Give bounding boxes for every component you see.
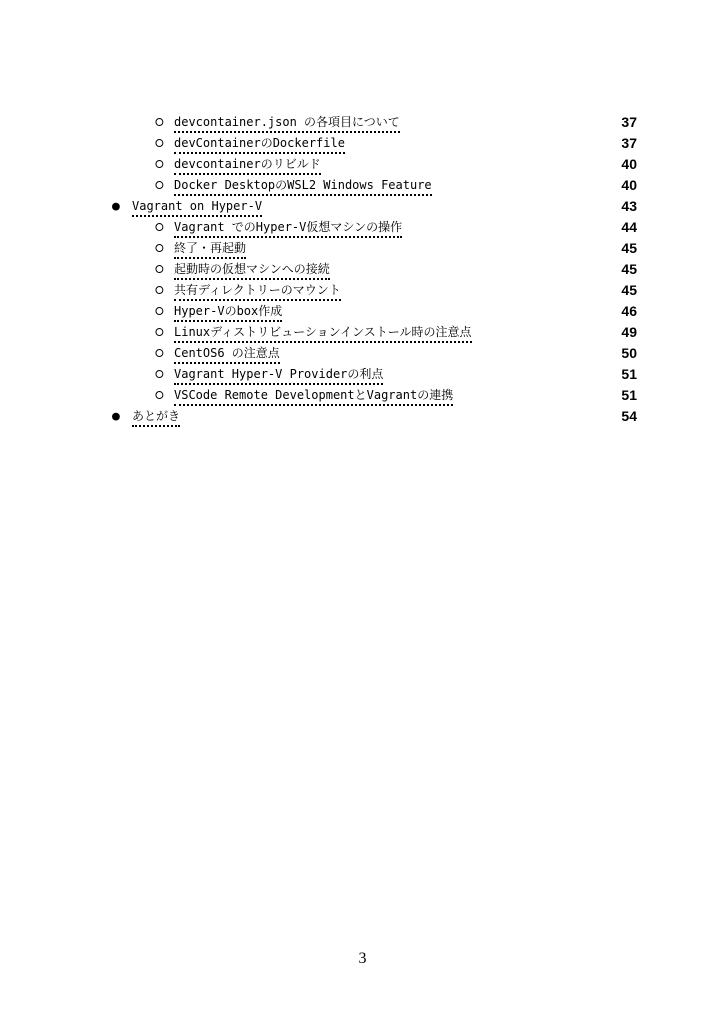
toc-entry-page: 40 [621,156,637,172]
toc-entry-link[interactable]: Docker DesktopのWSL2 Windows Feature [174,177,432,196]
toc-entry-page: 45 [621,282,637,298]
toc-entry-page: 51 [621,387,637,403]
toc-entry[interactable] [0,343,725,364]
toc-entry-link[interactable]: 共有ディレクトリーのマウント [174,282,341,301]
hollow-bullet-icon: ⭘ [155,347,164,360]
hollow-bullet-icon: ⭘ [155,116,164,129]
page-number: 3 [358,950,367,967]
toc-entry-page: 44 [621,219,637,235]
hollow-bullet-icon: ⭘ [155,242,164,255]
toc-entry[interactable] [0,364,725,385]
filled-bullet-icon: ● [112,409,120,424]
toc-entry-page: 37 [621,135,637,151]
toc-entry-page: 40 [621,177,637,193]
toc-entry[interactable] [0,259,725,280]
toc-entry-page: 54 [621,408,637,424]
toc-entry-link[interactable]: Hyper-Vのbox作成 [174,303,282,322]
hollow-bullet-icon: ⭘ [155,221,164,234]
toc-entry-page: 50 [621,345,637,361]
toc-entry[interactable] [0,154,725,175]
toc-entry[interactable] [0,301,725,322]
toc-entry-page: 49 [621,324,637,340]
toc-entry-link[interactable]: 終了・再起動 [174,240,246,259]
toc-entry[interactable] [0,112,725,133]
hollow-bullet-icon: ⭘ [155,179,164,192]
toc-entry-page: 45 [621,240,637,256]
toc-entry-page: 46 [621,303,637,319]
toc-entry-link[interactable]: CentOS6 の注意点 [174,345,280,364]
hollow-bullet-icon: ⭘ [155,263,164,276]
toc-entry[interactable] [0,280,725,301]
hollow-bullet-icon: ⭘ [155,158,164,171]
toc-entry[interactable] [0,217,725,238]
filled-bullet-icon: ● [112,199,120,214]
toc-entry-link[interactable]: devcontainer.json の各項目について [174,114,400,133]
toc-entry-link[interactable]: VSCode Remote DevelopmentとVagrantの連携 [174,387,453,406]
toc-entry[interactable] [0,322,725,343]
toc-entry-link[interactable]: あとがき [132,408,180,427]
toc-entry-link[interactable]: Vagrant on Hyper-V [132,198,262,217]
toc-entry-link[interactable]: Vagrant Hyper-V Providerの利点 [174,366,383,385]
toc-entry-page: 51 [621,366,637,382]
hollow-bullet-icon: ⭘ [155,389,164,402]
toc-entry-page: 37 [621,114,637,130]
toc-entry-link[interactable]: Linuxディストリビューションインストール時の注意点 [174,324,472,343]
hollow-bullet-icon: ⭘ [155,137,164,150]
toc-entry[interactable] [0,385,725,406]
toc-entry[interactable] [0,196,725,217]
toc-entry[interactable] [0,406,725,427]
toc-entry[interactable] [0,238,725,259]
toc-entry-page: 43 [621,198,637,214]
hollow-bullet-icon: ⭘ [155,284,164,297]
toc-entry-page: 45 [621,261,637,277]
toc-entry-link[interactable]: devcontainerのリビルド [174,156,321,175]
hollow-bullet-icon: ⭘ [155,368,164,381]
toc-entry-link[interactable]: 起動時の仮想マシンへの接続 [174,261,330,280]
hollow-bullet-icon: ⭘ [155,326,164,339]
hollow-bullet-icon: ⭘ [155,305,164,318]
toc-entry[interactable] [0,175,725,196]
toc-entry[interactable] [0,133,725,154]
toc-entry-link[interactable]: devContainerのDockerfile [174,135,345,154]
toc-entry-link[interactable]: Vagrant でのHyper-V仮想マシンの操作 [174,219,402,238]
